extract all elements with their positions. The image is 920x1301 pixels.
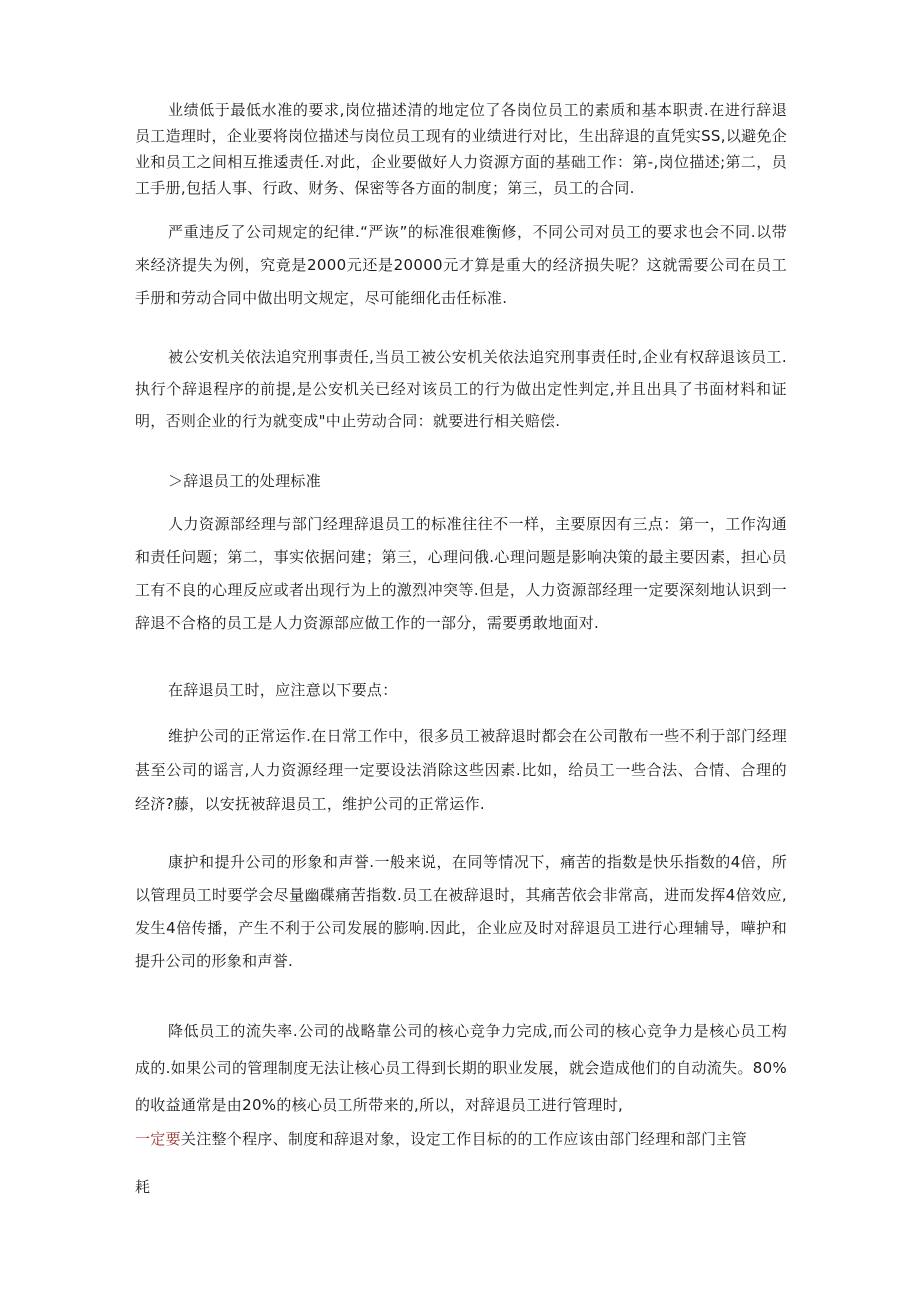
- paragraph-criminal-liability: 被公安机关依法追究刑事责任,当员工被公安机关依法追究刑事责任时,企业有权辞退该员工.执行个辞退程序的前提,是公安机关已经对该员工的行为做出定性判定,并且出具了书面材料和证明，否则企业的行为就变成"中止劳动合同：就要进行相关赔偿.: [135, 348, 787, 430]
- paragraph-focus-procedure-text: 关注整个程序、制度和辞退对象，设定工作目标的的工作应该由部门经理和部门主管: [180, 1130, 748, 1148]
- paragraph-key-points-intro: 在辞退员工时，应注意以下要点：: [168, 681, 398, 699]
- paragraph-focus-procedure: [135, 1126, 787, 1152]
- paragraph-trailing-fragment: 耗: [135, 1178, 151, 1196]
- paragraph-hr-vs-department-manager: 人力资源部经理与部门经理辞退员工的标准往往不一样，主要原因有三点：第一，工作沟通和责任问题；第二，事实依据问建；第三，心理问俄.心理问题是影响决策的最主要因素，担心员工有不良的心理反应或者出现行为上的激烈冲突等.但是，人力资源部经理一定要深刻地认识到一辞退不合格的员工是人力资源部应做工作的一部分，需要勇敢地面对.: [135, 515, 787, 632]
- paragraph-performance-standard: 业绩低于最低水准的要求,岗位描述清的地定位了各岗位员工的素质和基本职责.在进行辞退员工造理时，企业要将岗位描述与岗位员工现有的业绩进行对比，生出辞退的直凭实SS,以避免企业和员工之间相互推逶责任.对此，企业要做好人力资源方面的基础工作：第-,岗位描述;第二，员工手册,包括人事、行政、财务、保密等各方面的制度；第三，员工的合同.: [135, 101, 788, 197]
- accent-text: 一定要: [135, 1130, 181, 1148]
- section-heading-dismissal-standards: ＞辞退员工的处理标准: [168, 472, 322, 490]
- paragraph-protect-reputation: 康护和提升公司的形象和声誉.一般来说，在同等情况下，痛苦的指数是快乐指数的4倍，所以管理员工时要学会尽量幽碟痛苦指数.员工在被辞退时，其痛苦依会非常高，进而发挥4倍效应,发生4倍传播，产生不利于公司发展的膨响.因此，企业应及时对辞退员工进行心理辅导，嘩护和提升公司的形象和声誉.: [135, 853, 787, 970]
- paragraph-maintain-operations: 维护公司的正常运作.在日常工作中，很多员工被辞退时都会在公司散布一些不利于部门经理甚至公司的谣言,人力资源经理一定要设法消除这些因素.比如，给员工一些合法、合情、合理的经济?藤，以安抚被辞退员工，维护公司的正常运作.: [135, 727, 787, 813]
- paragraph-reduce-turnover: 降低员工的流失率.公司的战略靠公司的核心竞争力完成,而公司的核心竞争力是核心员工构成的.如果公司的管理制度无法让核心员工得到长期的职业发展，就会造成他们的自动流失。80%的收益通常是由20%的核心员工所带来的,所以，对辞退员工进行管理时,: [135, 1022, 787, 1114]
- paragraph-discipline-violation: 严重违反了公司规定的纪律.“严诙”的标准很难衡修，不同公司对员工的要求也会不同.以带来经济提失为例，究竟是2000元还是20000元才算是重大的经济损失呢？这就需要公司在员工手册和劳动合同中做出明文规定，尽可能细化击任标准.: [135, 223, 787, 307]
